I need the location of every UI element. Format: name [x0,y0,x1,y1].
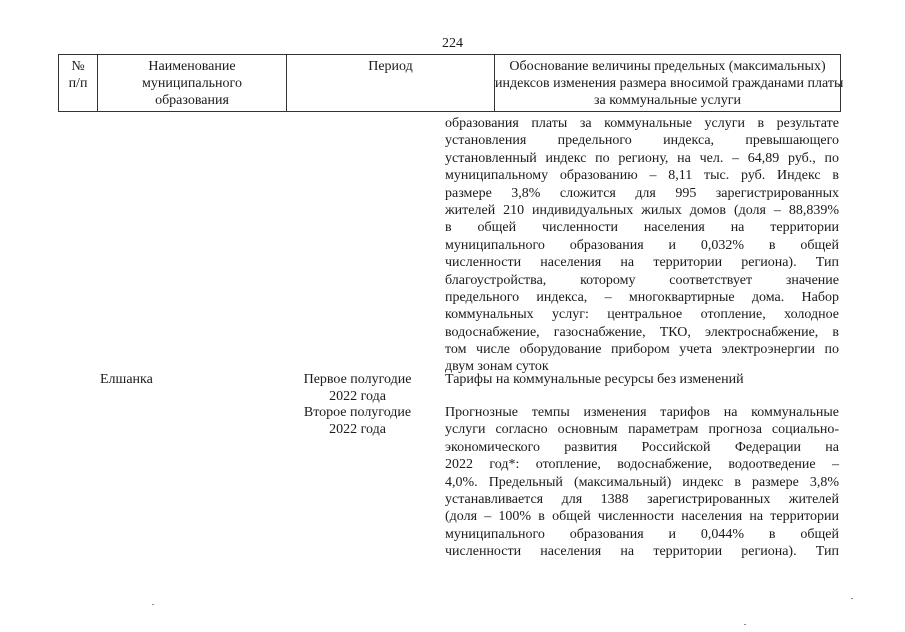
table-header [58,54,844,112]
text-line: 2022 год*: отопление, водоснабжение, водоотведение – [445,457,839,473]
text-line: двум зонам суток [445,359,549,375]
period-line: Первое полугодие [303,372,412,387]
text-line: коммунальных услуг: центральное отопление, холодное [445,307,839,323]
period-line: 2022 года [329,422,386,437]
header-text: индексов изменения размера вносимой гражданами платы [495,76,844,91]
text-line: в общей численности населения на территории [445,220,839,236]
period-line: 2022 года [329,389,386,404]
text-line: предельного индекса, – многоквартирные дома. Набор [445,289,839,305]
text-line: (доля – 100% в общей численности населения на территории [445,509,839,525]
header-col-justification [494,55,844,111]
header-text: образования [155,93,229,108]
text-line: том числе оборудование прибором учета электроэнергии по [445,342,839,358]
text-line: образования платы за коммунальные услуги в результате [445,116,839,131]
text-line: установления предельного индекса, превышающего [445,133,839,149]
text-line: благоустройства, которому соответствует значение [445,272,839,288]
text-line: жителей 210 индивидуальных жилых домов (доля – 88,839% [445,202,839,218]
text-line: численности населения на территории региона). Тип [445,255,839,271]
text-line: муниципального образования и 0,032% в общей [445,237,839,253]
municipality-name: Елшанка [100,372,153,387]
header-col-period [286,55,494,111]
text-line: установленный индекс по региону, на чел. – 64,89 руб., по [445,150,839,166]
header-col-number [59,55,97,111]
header-text: п/п [68,76,88,91]
text-line: водоснабжение, газоснабжение, ТКО, электроснабжение, в [445,324,839,340]
header-text: за коммунальные услуги [593,93,742,108]
period-second-half-text [445,404,839,561]
text-line: численности населения на территории региона). Тип [445,544,839,560]
text-line: услуги согласно основным параметрам прогноза социально- [445,422,839,438]
text-line: устанавливается для 1388 зарегистрированных жителей [445,491,839,507]
header-text: Наименование [148,59,236,74]
text-line: Тарифы на коммунальные ресурсы без изменений [445,372,744,387]
text-line: 4,0%. Предельный (максимальный) индекс в размере 3,8% [445,474,839,490]
header-text: Период [368,59,413,74]
header-text: муниципального [142,76,242,91]
text-line: муниципального образования и 0,044% в общей [445,526,839,542]
scan-speck [744,624,746,625]
scan-speck [851,598,853,599]
header-text: Обоснование величины предельных (максимальных) [509,59,826,74]
period-first-half-text [445,371,839,388]
scan-speck [152,604,154,605]
period-line: Второе полугодие [303,405,412,420]
continuation-paragraph [445,115,839,376]
page-number: 224 [442,36,463,51]
text-line: экономического развития Российской Федерации на [445,439,839,455]
text-line: Прогнозные темпы изменения тарифов на коммунальные [445,405,839,420]
text-line: размере 3,8% сложится для 995 зарегистрированных [445,185,839,201]
period-first-half [290,371,425,405]
period-second-half [290,404,425,438]
header-col-name [97,55,286,111]
header-text: № [71,59,85,74]
text-line: муниципальному образованию – 8,11 тыс. руб. Индекс в [445,168,839,184]
